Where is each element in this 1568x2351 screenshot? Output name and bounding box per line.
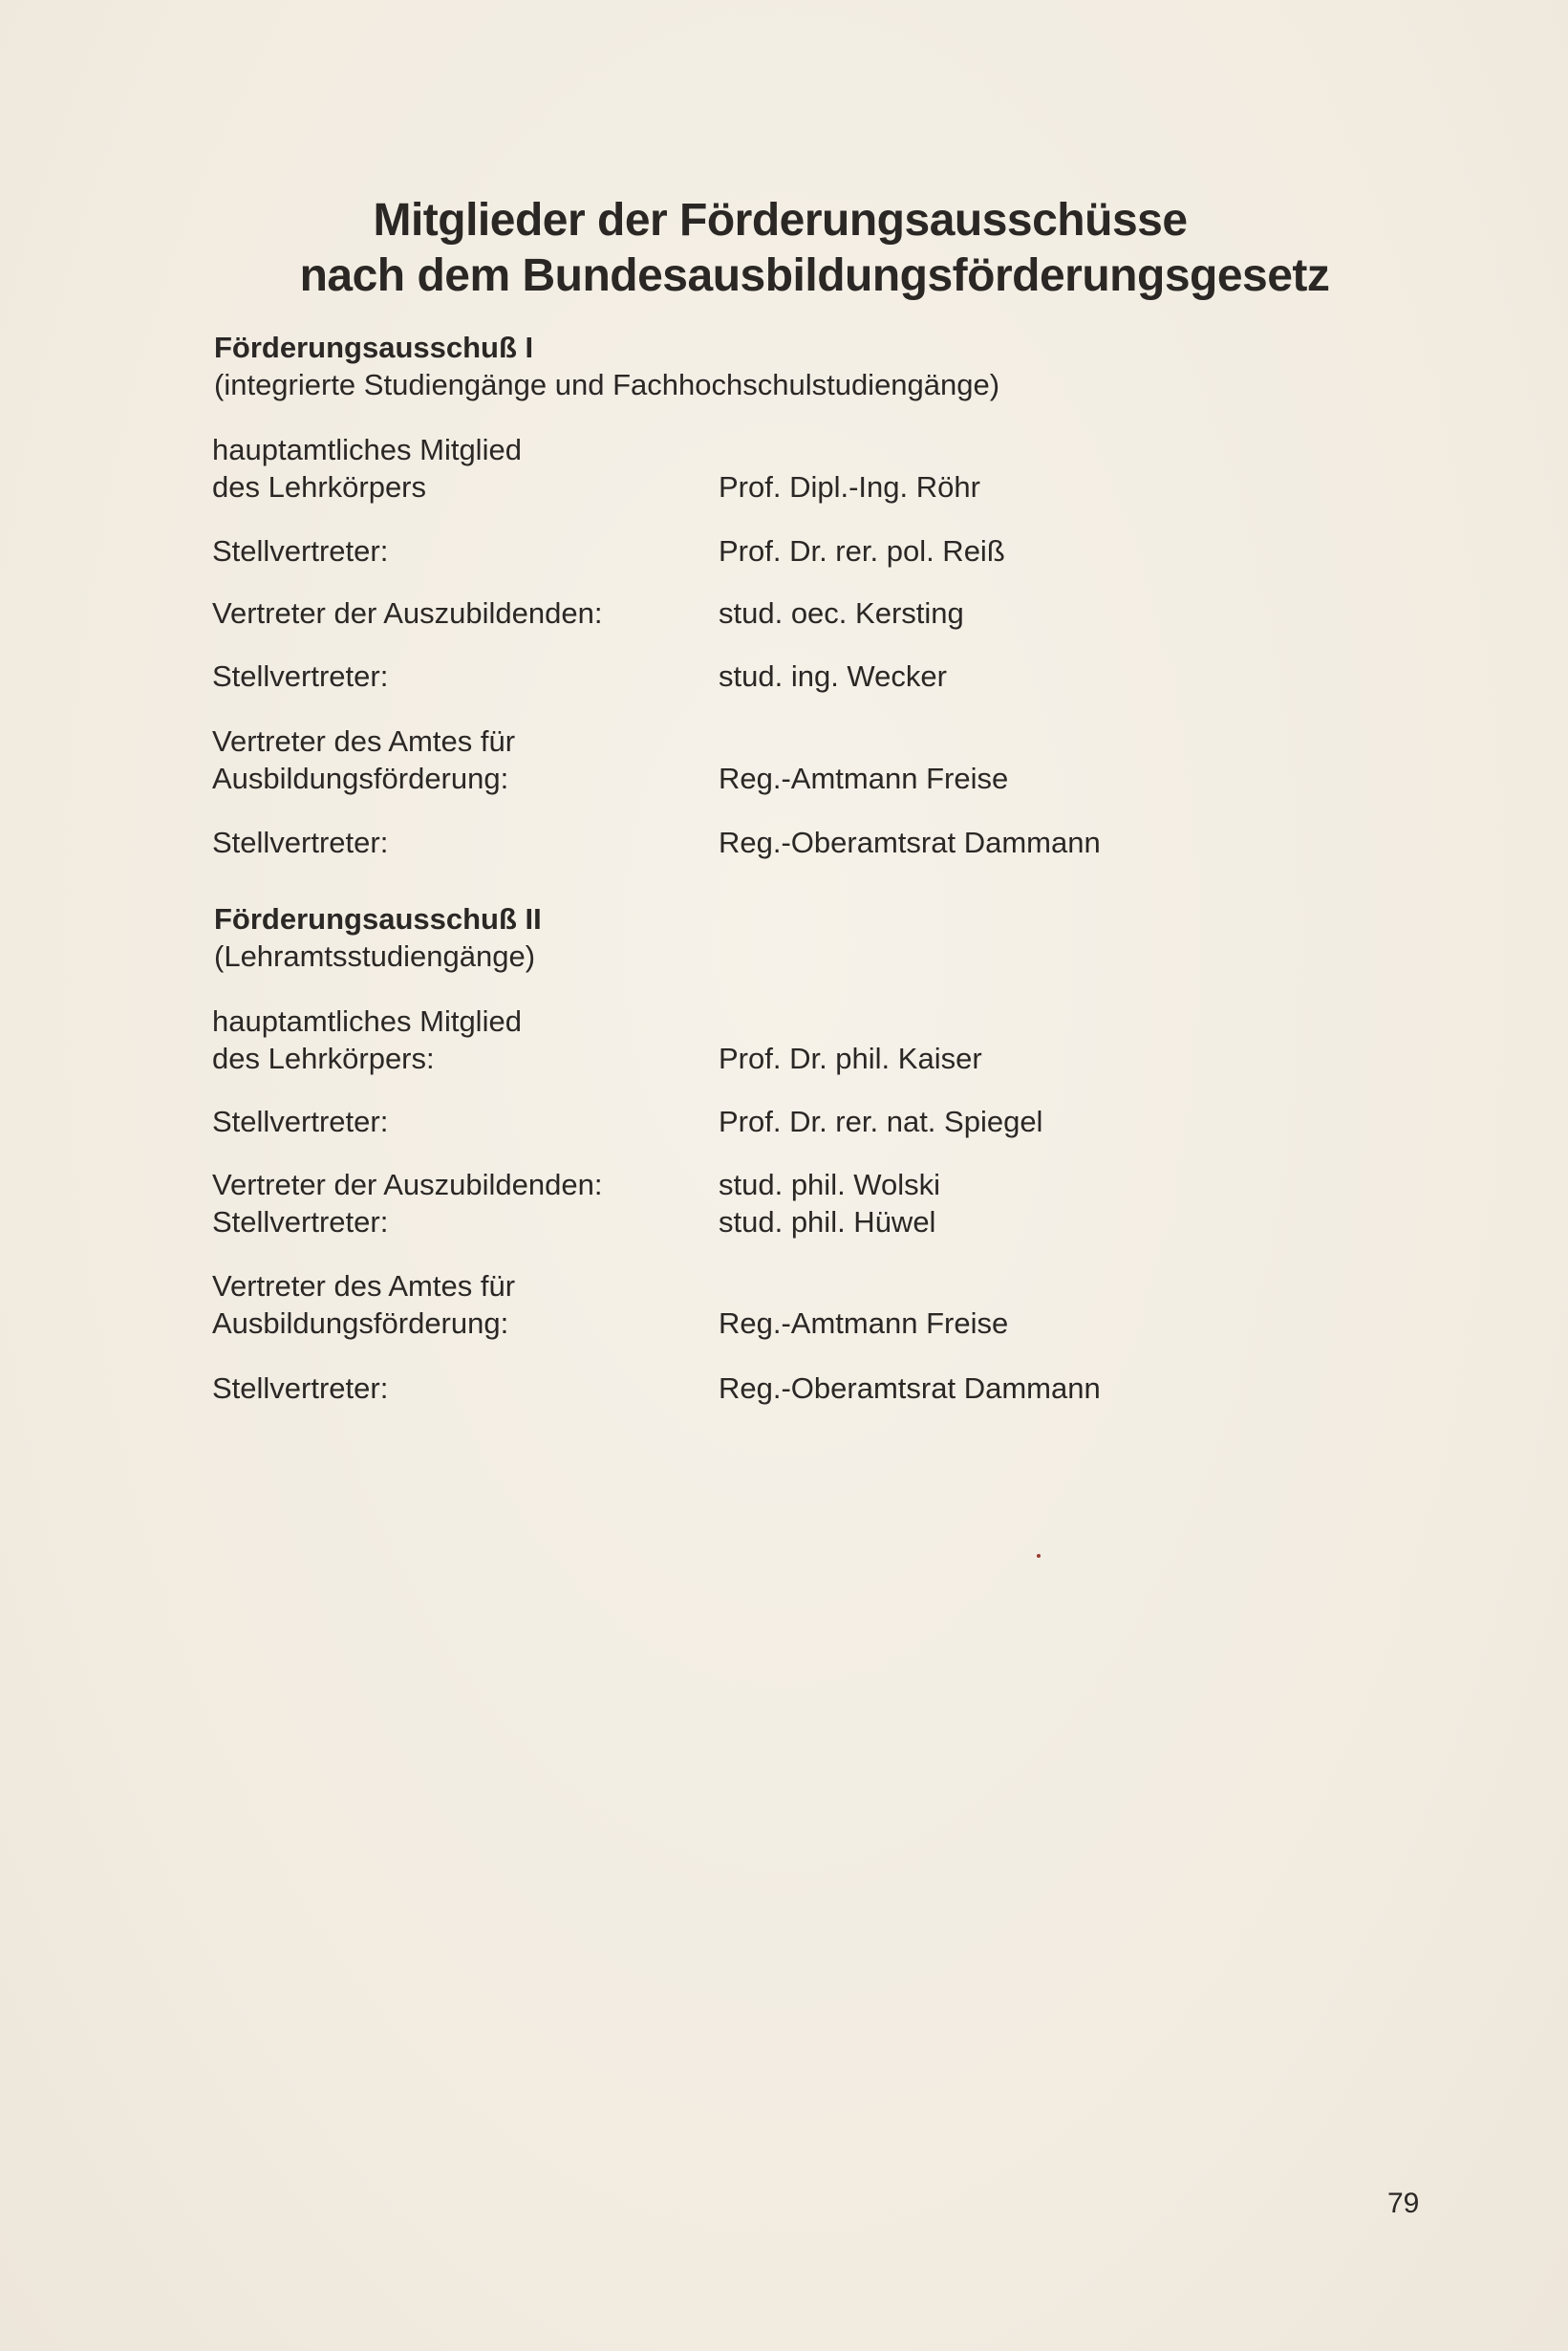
page-title-line-2: nach dem Bundesausbildungsförderungsgesetz bbox=[299, 250, 1330, 301]
row-label: Ausbildungsförderung: bbox=[212, 1306, 509, 1340]
section-1-subheading: (integrierte Studiengänge und Fachhochschulstudiengänge) bbox=[214, 368, 1000, 401]
row-label: Stellvertreter: bbox=[212, 534, 389, 568]
section-2-subheading: (Lehramtsstudiengänge) bbox=[214, 939, 536, 973]
row-label: Vertreter der Auszubildenden: bbox=[212, 1168, 603, 1201]
row-label: Ausbildungsförderung: bbox=[212, 762, 509, 795]
row-value: Prof. Dipl.-Ing. Röhr bbox=[719, 470, 980, 504]
paper-speck bbox=[1037, 1554, 1041, 1558]
row-label: Stellvertreter: bbox=[212, 1371, 389, 1405]
page-title-line-1: Mitglieder der Förderungsausschüsse bbox=[373, 195, 1188, 246]
row-value: Prof. Dr. rer. pol. Reiß bbox=[719, 534, 1005, 568]
row-value: Reg.-Amtmann Freise bbox=[719, 762, 1009, 795]
row-label: hauptamtliches Mitglied bbox=[212, 433, 522, 466]
row-label: des Lehrkörpers: bbox=[212, 1042, 435, 1075]
section-2-heading: Förderungsausschuß II bbox=[214, 902, 542, 936]
page-number: 79 bbox=[1387, 2188, 1420, 2219]
row-label: Stellvertreter: bbox=[212, 659, 389, 693]
row-value: stud. phil. Hüwel bbox=[719, 1205, 936, 1239]
row-value: Reg.-Oberamtsrat Dammann bbox=[719, 1371, 1101, 1405]
row-label: Stellvertreter: bbox=[212, 826, 389, 859]
section-1-heading: Förderungsausschuß I bbox=[214, 331, 534, 364]
row-value: Prof. Dr. rer. nat. Spiegel bbox=[719, 1105, 1043, 1138]
row-value: Reg.-Oberamtsrat Dammann bbox=[719, 826, 1101, 859]
row-label: des Lehrkörpers bbox=[212, 470, 427, 504]
row-label: Vertreter des Amtes für bbox=[212, 1269, 516, 1303]
row-label: Stellvertreter: bbox=[212, 1205, 389, 1239]
row-label: Vertreter der Auszubildenden: bbox=[212, 596, 603, 630]
row-value: Reg.-Amtmann Freise bbox=[719, 1306, 1009, 1340]
row-value: stud. ing. Wecker bbox=[719, 659, 947, 693]
row-value: stud. phil. Wolski bbox=[719, 1168, 941, 1201]
row-value: Prof. Dr. phil. Kaiser bbox=[719, 1042, 982, 1075]
row-value: stud. oec. Kersting bbox=[719, 596, 964, 630]
row-label: hauptamtliches Mitglied bbox=[212, 1004, 522, 1038]
row-label: Vertreter des Amtes für bbox=[212, 724, 516, 758]
row-label: Stellvertreter: bbox=[212, 1105, 389, 1138]
